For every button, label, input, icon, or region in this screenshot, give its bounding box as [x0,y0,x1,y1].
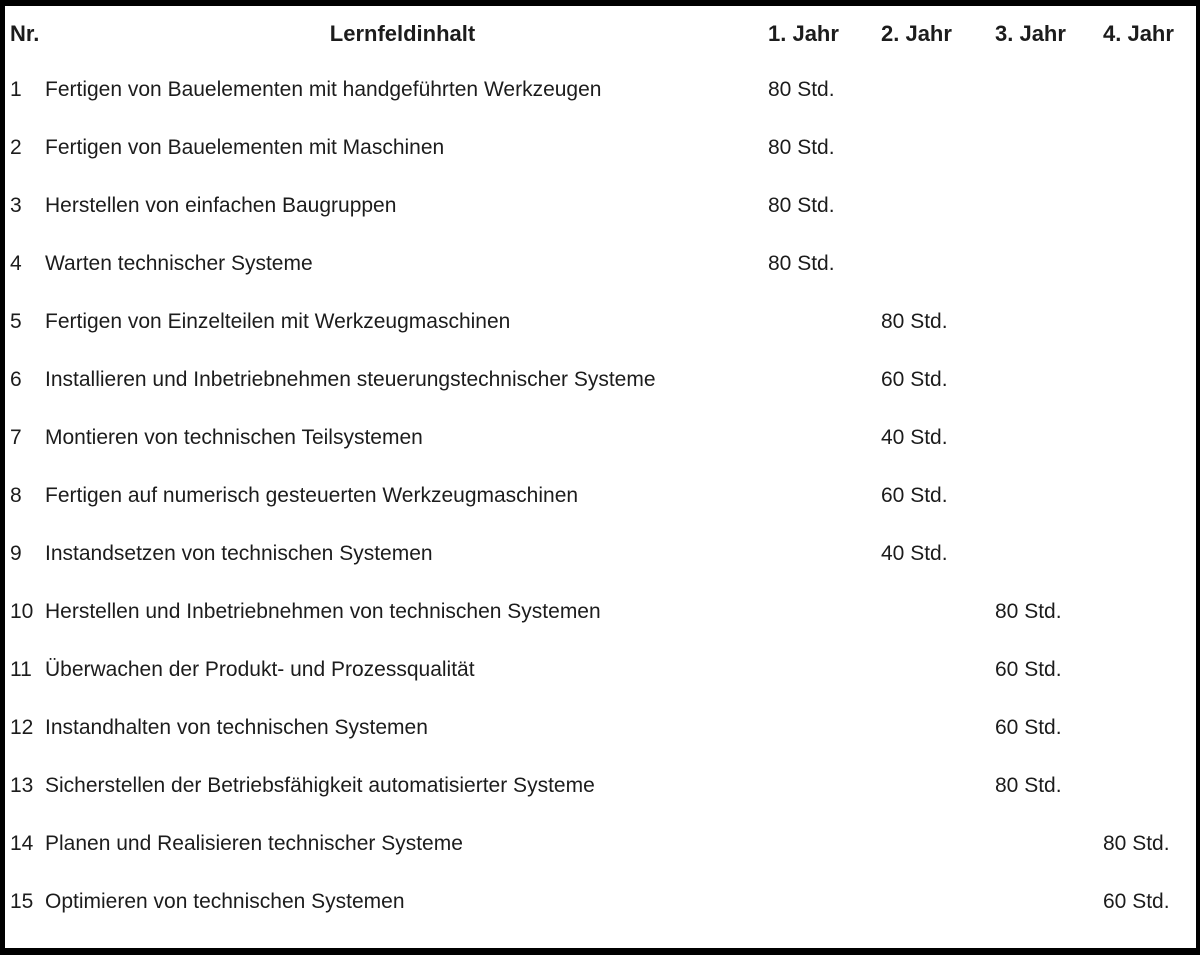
row-year2-hours: 60 Std. [881,367,948,391]
table-row [10,293,1194,351]
row-number: 12 [10,715,34,739]
row-year3-hours: 60 Std. [995,657,1062,681]
row-number: 14 [10,831,34,855]
table-row [10,873,1194,931]
row-content: Herstellen von einfachen Baugruppen [45,193,397,217]
table-row [10,235,1194,293]
row-number: 2 [10,135,22,159]
row-content: Warten technischer Systeme [45,251,313,275]
row-content: Fertigen auf numerisch gesteuerten Werkzeugmaschinen [45,483,579,507]
row-number: 13 [10,773,34,797]
table-row [10,351,1194,409]
row-number: 4 [10,251,22,275]
row-year1-hours: 80 Std. [768,77,835,101]
row-content: Überwachen der Produkt- und Prozessqualität [45,657,475,681]
row-year2-hours: 60 Std. [881,483,948,507]
row-year1-hours: 80 Std. [768,135,835,159]
row-year3-hours: 60 Std. [995,715,1062,739]
header-year-2: 2. Jahr [881,20,952,46]
row-number: 7 [10,425,22,449]
header-year-1: 1. Jahr [768,20,839,46]
row-year4-hours: 60 Std. [1103,889,1170,913]
row-content: Sicherstellen der Betriebsfähigkeit automatisierter Systeme [45,773,595,797]
row-number: 8 [10,483,22,507]
row-content: Optimieren von technischen Systemen [45,889,405,913]
row-year3-hours: 80 Std. [995,599,1062,623]
row-content: Montieren von technischen Teilsystemen [45,425,423,449]
row-content: Planen und Realisieren technischer Systeme [45,831,463,855]
row-year4-hours: 80 Std. [1103,831,1170,855]
header-year-3: 3. Jahr [995,20,1066,46]
table-row [10,61,1194,119]
table-row [10,583,1194,641]
row-number: 9 [10,541,22,565]
table-row [10,641,1194,699]
row-number: 5 [10,309,22,333]
row-number: 3 [10,193,22,217]
table-row [10,757,1194,815]
row-content: Fertigen von Bauelementen mit Maschinen [45,135,445,159]
row-year2-hours: 80 Std. [881,309,948,333]
table-row [10,119,1194,177]
row-year2-hours: 40 Std. [881,425,948,449]
header-lernfeldinhalt: Lernfeldinhalt [329,20,476,46]
table-row [10,409,1194,467]
row-content: Herstellen und Inbetriebnehmen von technischen Systemen [45,599,601,623]
table-row [10,525,1194,583]
row-year1-hours: 80 Std. [768,193,835,217]
row-number: 6 [10,367,22,391]
row-number: 15 [10,889,34,913]
row-content: Instandhalten von technischen Systemen [45,715,428,739]
row-content: Installieren und Inbetriebnehmen steuerungstechnischer Systeme [45,367,656,391]
table-row [10,699,1194,757]
table-header-row [10,6,1194,61]
header-year-4: 4. Jahr [1103,20,1174,46]
table-row [10,815,1194,873]
table-row [10,467,1194,525]
row-number: 11 [10,657,32,681]
table-row [10,177,1194,235]
row-content: Fertigen von Bauelementen mit handgeführten Werkzeugen [45,77,602,101]
row-year3-hours: 80 Std. [995,773,1062,797]
row-number: 10 [10,599,34,623]
row-content: Fertigen von Einzelteilen mit Werkzeugmaschinen [45,309,511,333]
row-content: Instandsetzen von technischen Systemen [45,541,433,565]
header-nr: Nr. [10,20,40,46]
row-number: 1 [10,77,22,101]
row-year2-hours: 40 Std. [881,541,948,565]
row-year1-hours: 80 Std. [768,251,835,275]
